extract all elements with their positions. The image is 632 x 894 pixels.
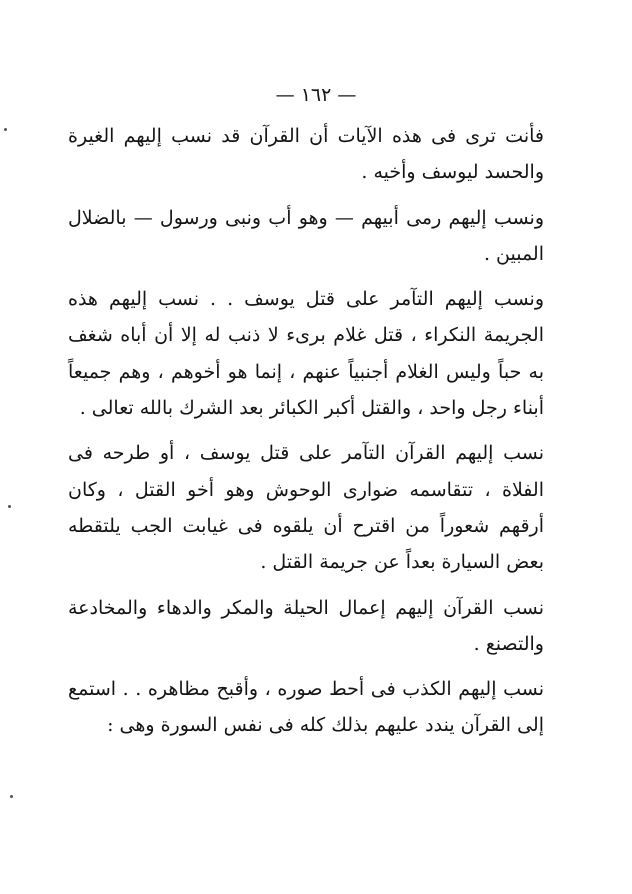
paragraph: ونسب إليهم التآمر على قتل يوسف . . نسب إليهم هذه الجريمة النكراء ، قتل غلام برىء لا ذنب له إلا أن أباه شغف به حباً وليس الغلام أجنبياً عنهم ، إنما هو أخوهم ، وهم جميعاً أبناء رجل واحد ، والقتل أكبر الكبائر بعد الشرك بالله تعالى . bbox=[68, 288, 544, 420]
scan-speck bbox=[10, 795, 13, 798]
page-number: — ١٦٢ — bbox=[275, 84, 357, 106]
body-text bbox=[68, 118, 544, 744]
paragraph: نسب القرآن إليهم إعمال الحيلة والمكر والدهاء والمخادعة والتصنع . bbox=[68, 596, 544, 655]
paragraph: نسب إليهم الكذب فى أحط صوره ، وأقبح مظاهره . . استمع إلى القرآن يندد عليهم بذلك كله فى نفس السورة وهى : bbox=[68, 678, 544, 737]
scan-speck bbox=[4, 128, 7, 131]
paragraph: نسب إليهم القرآن التآمر على قتل يوسف ، أو طرحه فى الفلاة ، تتقاسمه ضوارى الوحوش وهو أخو القتل ، وكان أرقهم شعوراً من اقترح أن يلقوه فى غيابت الجب يلتقطه بعض السيارة بعداً عن جريمة القتل . bbox=[68, 442, 544, 574]
paragraph: ونسب إليهم رمى أبيهم — وهو أب ونبى ورسول — بالضلال المبين . bbox=[68, 206, 544, 265]
paragraph: فأنت ترى فى هذه الآيات أن القرآن قد نسب إليهم الغيرة والحسد ليوسف وأخيه . bbox=[68, 125, 544, 184]
scan-speck bbox=[8, 505, 11, 508]
